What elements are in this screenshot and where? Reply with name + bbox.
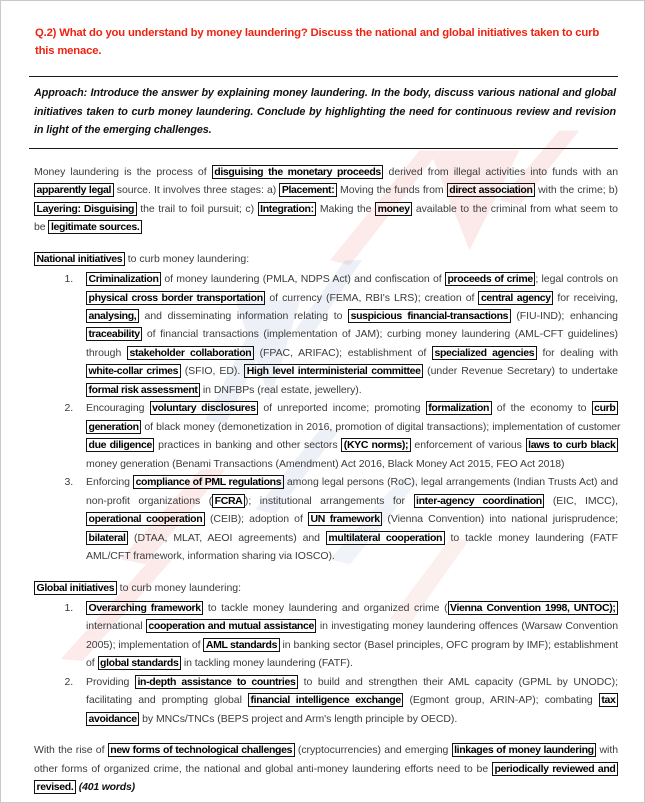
n3-t6: (Vienna Convention) into national jurisprudence;: [382, 513, 619, 526]
global-initiatives-list: [29, 599, 618, 728]
n2-t6: enforcement of various: [410, 439, 526, 452]
n1-t5: and disseminating information relating to: [138, 309, 349, 322]
n1-t10: (SFIO, ED).: [180, 365, 245, 378]
n1-t4: for receiving,: [553, 291, 619, 304]
c-t2: (cryptocurrencies) and emerging: [294, 744, 452, 757]
key-phrase-curb-generation: curb generation: [86, 401, 618, 433]
list-item: [76, 473, 618, 565]
intro-text-4: Moving the funds from: [336, 184, 447, 197]
intro-text-3: source. It involves three stages: a): [113, 184, 280, 197]
list-item: [76, 673, 618, 728]
question-title: Q.2) What do you understand by money laundering? Discuss the national and global initiatives taken to curb this menace.: [35, 27, 600, 57]
key-phrase-laws-to-curb-black: laws to curb black: [526, 438, 618, 452]
key-phrase-linkages-of-money-laundering: linkages of money laundering: [452, 743, 597, 757]
n1-t11: (under Revenue Secretary) to undertake: [423, 365, 618, 378]
key-phrase-layering-disguising: Layering: Disguising: [34, 202, 137, 216]
key-phrase-specialized-agencies: specialized agencies: [432, 346, 537, 360]
key-phrase-legitimate-sources: legitimate sources.: [48, 220, 141, 234]
national-initiatives-list: [29, 270, 621, 566]
global-heading-rest: to curb money laundering:: [116, 581, 242, 594]
document-content: [1, 1, 644, 803]
n1-t9: for dealing with: [536, 346, 618, 359]
key-phrase-stakeholder-collaboration: stakeholder collaboration: [127, 346, 254, 360]
approach-text: Approach: Introduce the answer by explaining money laundering. In the body, discuss various national and global initiatives taken to curb money laundering. Conclude by highlighting the need for continuous review and revision in light of the emerging challenges.: [34, 87, 616, 137]
g1-t4: in banking sector (Basel principles, OFC program by IMF); establishment of: [86, 638, 618, 670]
n3-t8: to tackle money laundering (FATF AML/CFT framework, information sharing via IOSCO).: [86, 531, 618, 563]
list-item: [76, 270, 618, 399]
list-item: [76, 399, 621, 473]
key-phrase-national-initiatives: National initiatives: [34, 252, 125, 266]
g1-t5: in tackling money laundering (FATF).: [180, 657, 353, 670]
n1-t6: (FIU-IND); enhancing: [510, 309, 618, 322]
key-phrase-due-diligence: due diligence: [86, 438, 154, 452]
key-phrase-compliance-of-pml-regulations: compliance of PML regulations: [133, 475, 284, 489]
key-phrase-operational-cooperation: operational cooperation: [86, 512, 205, 526]
g1-t2: international: [86, 620, 146, 633]
g2-t2: to build and strengthen their AML capacity (GPML by UNODC); facilitating and prompting global: [86, 675, 618, 707]
key-phrase-global-initiatives: Global initiatives: [34, 581, 117, 595]
key-phrase-voluntary-disclosures: voluntary disclosures: [150, 401, 259, 415]
g2-t1: Providing: [86, 675, 135, 688]
key-phrase-in-depth-assistance-to-countries: in-depth assistance to countries: [135, 675, 298, 689]
key-phrase-money: money: [375, 202, 412, 216]
key-phrase-high-level-interministerial-committee: High level interministerial committee: [244, 364, 423, 378]
key-phrase-central-agency: central agency: [478, 291, 553, 305]
n2-t3: of the economy to: [491, 402, 592, 415]
national-initiatives-heading: [34, 250, 618, 268]
n3-t2: among legal persons (RoC), legal arrangements (Indian Trusts Act) and non-profit organizations (: [86, 476, 618, 507]
n3-t3: ); institutional arrangements for: [244, 494, 414, 507]
key-phrase-tax-avoidance: tax avoidance: [86, 693, 618, 725]
conclusion-paragraph: [34, 741, 618, 796]
key-phrase-vienna-convention-untoc: Vienna Convention 1998, UNTOC);: [448, 601, 618, 615]
word-count: (401 words): [78, 781, 135, 794]
g1-t3: in investigating money laundering offences (Warsaw Convention 2005); implementation of: [86, 620, 618, 651]
key-phrase-criminalization: Criminalization: [86, 272, 161, 286]
n1-t7: of financial transactions (implementation of JAM); curbing money laundering (AML-CFT guidelines) through: [86, 328, 618, 359]
n2-t4: of black money (demonetization in 2016, promotion of digital transactions); implementation of customer: [141, 420, 621, 433]
n2-t1: Encouraging: [86, 402, 150, 415]
key-phrase-cooperation-and-mutual-assistance: cooperation and mutual assistance: [146, 619, 317, 633]
g2-t4: by MNCs/TNCs (BEPS project and Arm's length principle by OECD).: [139, 712, 458, 725]
approach-box: [29, 76, 618, 149]
key-phrase-new-forms-of-technological-challenges: new forms of technological challenges: [108, 743, 295, 757]
n3-t1: Enforcing: [86, 476, 134, 489]
intro-text-6: the trail to foil pursuit; c): [136, 202, 258, 215]
n2-t2: of unreported income; promoting: [258, 402, 426, 415]
n3-t7: (DTAA, MLAT, AEOI agreements) and: [128, 531, 326, 544]
n3-t4: (EIC, IMCC),: [544, 494, 618, 507]
c-t3: with other forms of organized crime, the national and global anti-money laundering efforts need to be: [34, 744, 618, 775]
key-phrase-kyc-norms: (KYC norms);: [341, 438, 410, 452]
global-initiatives-heading: [34, 579, 618, 597]
key-phrase-fcra: FCRA: [212, 494, 245, 508]
key-phrase-proceeds-of-crime: proceeds of crime: [445, 272, 535, 286]
c-t1: With the rise of: [34, 744, 108, 757]
intro-paragraph: [34, 163, 618, 237]
n1-t8: (FPAC, ARIFAC); establishment of: [253, 346, 432, 359]
n1-t3: of currency (FEMA, RBI's LRS); creation of: [265, 291, 479, 304]
key-phrase-formal-risk-assessment: formal risk assessment: [86, 383, 200, 397]
n2-t5: practices in banking and other sectors: [154, 439, 342, 452]
intro-text-5: with the crime; b): [535, 184, 618, 197]
key-phrase-placement: Placement:: [279, 183, 337, 197]
key-phrase-direct-association: direct association: [447, 183, 535, 197]
n3-t5: (CEIB); adoption of: [204, 513, 308, 526]
key-phrase-formalization: formalization: [426, 401, 492, 415]
key-phrase-un-framework: UN framework: [308, 512, 382, 526]
key-phrase-overarching-framework: Overarching framework: [86, 601, 203, 615]
key-phrase-disguising-monetary-proceeds: disguising the monetary proceeds: [212, 165, 384, 179]
key-phrase-suspicious-financial-transactions: suspicious financial-transactions: [348, 309, 511, 323]
key-phrase-global-standards: global standards: [98, 656, 181, 670]
intro-text-8: available to the criminal from what seem to be: [34, 202, 618, 234]
key-phrase-analysing: analysing,: [86, 309, 139, 323]
key-phrase-periodically-reviewed-and-revised: periodically reviewed and revised.: [34, 762, 618, 794]
key-phrase-financial-intelligence-exchange: financial intelligence exchange: [248, 693, 403, 707]
g2-t3: (Egmont group, ARIN-AP); combating: [403, 694, 599, 707]
key-phrase-traceability: traceability: [86, 327, 142, 341]
key-phrase-bilateral: bilateral: [86, 531, 128, 545]
key-phrase-integration: Integration:: [258, 202, 317, 216]
key-phrase-inter-agency-coordination: inter-agency coordination: [414, 494, 545, 508]
g1-t1: to tackle money laundering and organized crime (: [203, 602, 448, 614]
key-phrase-white-collar-crimes: white-collar crimes: [86, 364, 181, 378]
key-phrase-aml-standards: AML standards: [203, 638, 279, 652]
intro-text-7: Making the: [316, 202, 376, 215]
key-phrase-physical-cross-border-transportation: physical cross border transportation: [86, 291, 265, 305]
key-phrase-apparently-legal: apparently legal: [34, 183, 114, 197]
n1-t12: in DNFBPs (real estate, jewellery).: [200, 383, 362, 396]
n1-t2: ; legal controls on: [535, 273, 619, 286]
intro-text-2: derived from illegal activities into funds with an: [383, 165, 618, 178]
n2-t7: money generation (Benami Transactions (Amendment) Act 2016, Black Money Act 2015, FEO Act 2018): [86, 457, 565, 470]
key-phrase-multilateral-cooperation: multilateral cooperation: [326, 531, 445, 545]
national-heading-rest: to curb money laundering:: [124, 252, 250, 265]
intro-text-1: Money laundering is the process of: [34, 165, 212, 178]
n1-t1: of money laundering (PMLA, NDPS Act) and confiscation of: [161, 273, 445, 286]
list-item: [76, 599, 618, 673]
